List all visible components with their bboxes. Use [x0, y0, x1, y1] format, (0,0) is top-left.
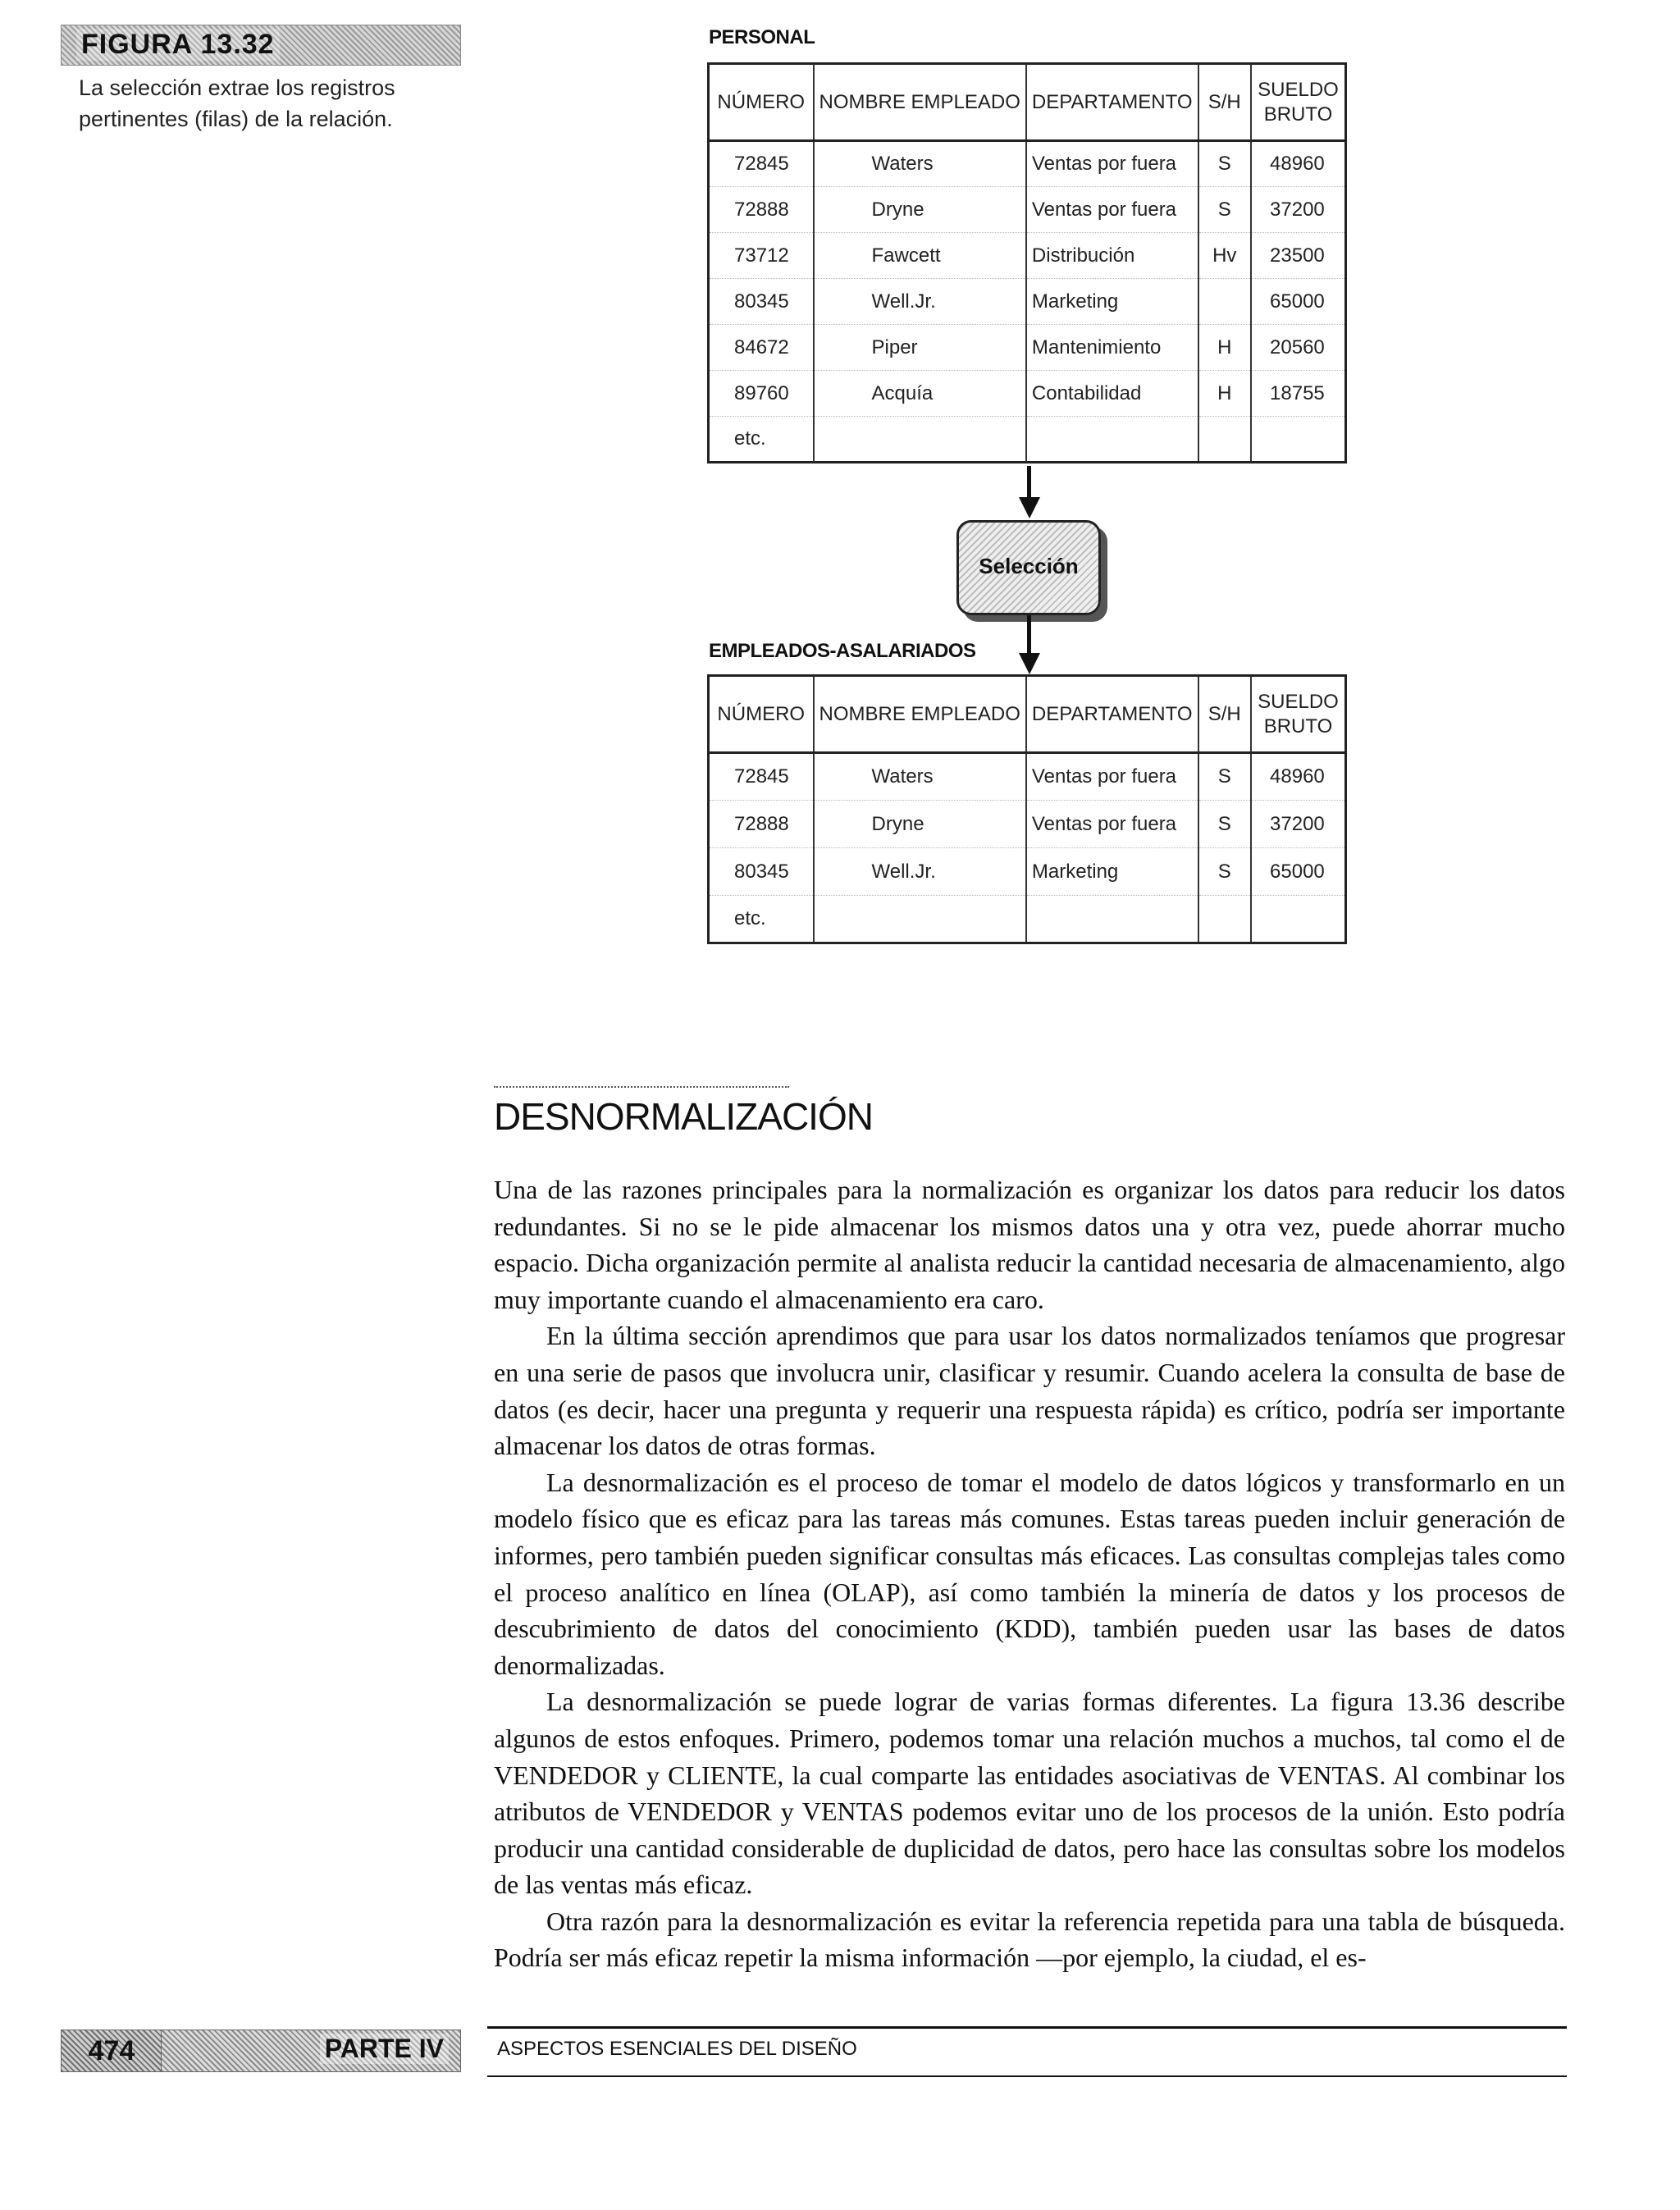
cell-department: Distribución	[1026, 233, 1198, 279]
column-header: DEPARTAMENTO	[1026, 676, 1198, 753]
cell-department: Mantenimiento	[1026, 325, 1198, 371]
flow-arrow-line	[1027, 466, 1031, 499]
cell-number: 72888	[709, 187, 814, 233]
cell-sh: H	[1198, 371, 1252, 417]
figure-caption-line: pertinentes (filas) de la relación.	[79, 107, 393, 131]
column-header: S/H	[1198, 64, 1252, 141]
cell-sh: S	[1198, 848, 1252, 896]
table-row	[709, 371, 1346, 417]
cell-sh: H	[1198, 325, 1252, 371]
cell-salary	[1251, 896, 1345, 943]
column-header	[1251, 64, 1345, 141]
cell-salary: 65000	[1251, 279, 1345, 325]
column-header: NOMBRE EMPLEADO	[814, 676, 1026, 753]
selection-operation-box	[956, 520, 1101, 615]
cell-salary: 37200	[1251, 187, 1345, 233]
header-line: BRUTO	[1263, 103, 1333, 126]
cell-department: Ventas por fuera	[1026, 141, 1198, 187]
cell-sh: S	[1198, 187, 1252, 233]
figure-label: FIGURA 13.32	[76, 29, 280, 61]
column-header: NOMBRE EMPLEADO	[814, 64, 1026, 141]
cell-number: 80345	[709, 848, 814, 896]
header-line: SUELDO	[1258, 690, 1339, 713]
header-line: SUELDO	[1258, 78, 1339, 101]
cell-number: 72888	[709, 801, 814, 848]
paragraph: Otra razón para la desnormalización es evitar la referencia repetida para una tabla de búsqueda. Podría ser más eficaz repetir la misma información —por ejemplo, la ciudad, el es-	[494, 1906, 1565, 1973]
column-header	[1251, 676, 1345, 753]
paragraph: Una de las razones principales para la normalización es organizar los datos para reducir los datos redundantes. Si no se le pide almacenar los mismos datos una y otra vez, puede ahorrar mucho espacio. Dicha organización permite al analista reducir la cantidad necesaria de almacenamiento, algo muy importante cuando el almacenamiento era caro.	[494, 1175, 1565, 1314]
table-row	[709, 417, 1346, 463]
cell-department: Ventas por fuera	[1026, 187, 1198, 233]
cell-salary: 48960	[1251, 141, 1345, 187]
cell-department: Ventas por fuera	[1026, 753, 1198, 801]
cell-salary: 20560	[1251, 325, 1345, 371]
cell-name: Dryne	[814, 801, 1026, 848]
table-row	[709, 233, 1346, 279]
cell-number: 84672	[709, 325, 814, 371]
column-header: S/H	[1198, 676, 1252, 753]
cell-name: Fawcett	[814, 233, 1026, 279]
cell-name: Dryne	[814, 187, 1026, 233]
selection-label: Selección	[979, 554, 1079, 578]
cell-sh: S	[1198, 801, 1252, 848]
cell-department	[1026, 896, 1198, 943]
cell-department: Contabilidad	[1026, 371, 1198, 417]
figure-caption-line: La selección extrae los registros	[79, 75, 395, 100]
cell-number: 72845	[709, 753, 814, 801]
cell-number: 80345	[709, 279, 814, 325]
cell-name: Well.Jr.	[814, 279, 1026, 325]
table-row	[709, 753, 1346, 801]
table-header-row	[709, 64, 1346, 141]
personal-table-title: PERSONAL	[709, 26, 815, 48]
column-header: NÚMERO	[709, 676, 814, 753]
cell-department: Marketing	[1026, 848, 1198, 896]
cell-sh	[1198, 896, 1252, 943]
table-row	[709, 896, 1346, 943]
header-line: BRUTO	[1263, 715, 1333, 737]
table-row	[709, 187, 1346, 233]
running-title: ASPECTOS ESENCIALES DEL DISEÑO	[497, 2038, 857, 2060]
cell-sh: S	[1198, 753, 1252, 801]
footer-rule	[487, 2075, 1567, 2077]
cell-name: Piper	[814, 325, 1026, 371]
table-row	[709, 325, 1346, 371]
paragraph: La desnormalización es el proceso de tomar el modelo de datos lógicos y transformarlo en un modelo físico que es eficaz para las tareas más comunes. Estas tareas pueden incluir generación de informes, pero también pueden significar consultas más eficaces. Las consultas complejas tales como el proceso analítico en línea (OLAP), así como también la minería de datos y los procesos de descubrimiento de datos del conocimiento (KDD), también pueden usar las bases de datos denormalizadas.	[494, 1467, 1565, 1680]
section-title: DESNORMALIZACIÓN	[494, 1095, 873, 1138]
cell-salary: 23500	[1251, 233, 1345, 279]
cell-number: 89760	[709, 371, 814, 417]
cell-name: Acquía	[814, 371, 1026, 417]
cell-department: Ventas por fuera	[1026, 801, 1198, 848]
cell-salary: 48960	[1251, 753, 1345, 801]
cell-salary	[1251, 417, 1345, 463]
section-rule	[494, 1086, 789, 1088]
column-header: DEPARTAMENTO	[1026, 64, 1198, 141]
cell-sh	[1198, 279, 1252, 325]
table-row	[709, 279, 1346, 325]
table-row	[709, 141, 1346, 187]
personal-table	[707, 62, 1347, 463]
column-header: NÚMERO	[709, 64, 814, 141]
cell-sh: S	[1198, 141, 1252, 187]
cell-number: etc.	[709, 417, 814, 463]
footer-rule	[487, 2026, 1567, 2029]
table-header-row	[709, 676, 1346, 753]
cell-department: Marketing	[1026, 279, 1198, 325]
table-row	[709, 848, 1346, 896]
part-badge	[161, 2030, 461, 2072]
cell-name: Waters	[814, 141, 1026, 187]
cell-number: 72845	[709, 141, 814, 187]
salaried-table-title: EMPLEADOS-ASALARIADOS	[709, 640, 976, 662]
flow-arrow-line	[1027, 615, 1031, 655]
cell-sh	[1198, 417, 1252, 463]
arrow-down-icon	[1019, 497, 1040, 518]
arrow-down-icon	[1019, 653, 1040, 674]
paragraph: La desnormalización se puede lograr de varias formas diferentes. La figura 13.36 describe algunos de estos enfoques. Primero, podemos tomar una relación muchos a muchos, tal como el de VENDEDOR y CLIENTE, la cual comparte las entidades asociativas de VENTAS. Al combinar los atributos de VENDEDOR y VENTAS podemos evitar uno de los procesos de la unión. Esto podría producir una cantidad considerable de duplicidad de datos, pero hace las consultas sobre los modelos de las ventas más eficaz.	[494, 1687, 1565, 1900]
cell-salary: 37200	[1251, 801, 1345, 848]
section-body	[494, 1171, 1565, 1976]
cell-sh: Hv	[1198, 233, 1252, 279]
cell-name	[814, 896, 1026, 943]
figure-caption	[79, 72, 464, 135]
cell-department	[1026, 417, 1198, 463]
salaried-table	[707, 674, 1347, 944]
page-number: 474	[61, 2030, 162, 2072]
paragraph: En la última sección aprendimos que para usar los datos normalizados teníamos que progresar en una serie de pasos que involucra unir, clasificar y resumir. Cuando acelera la consulta de base de datos (es decir, hacer una pregunta y requerir una respuesta rápida) es crítico, podría ser importante almacenar los datos de otras formas.	[494, 1321, 1565, 1461]
cell-number: etc.	[709, 896, 814, 943]
cell-name	[814, 417, 1026, 463]
cell-salary: 18755	[1251, 371, 1345, 417]
cell-name: Well.Jr.	[814, 848, 1026, 896]
table-row	[709, 801, 1346, 848]
cell-salary: 65000	[1251, 848, 1345, 896]
cell-number: 73712	[709, 233, 814, 279]
cell-name: Waters	[814, 753, 1026, 801]
figure-label-badge	[61, 25, 461, 66]
part-label: PARTE IV	[320, 2034, 449, 2064]
